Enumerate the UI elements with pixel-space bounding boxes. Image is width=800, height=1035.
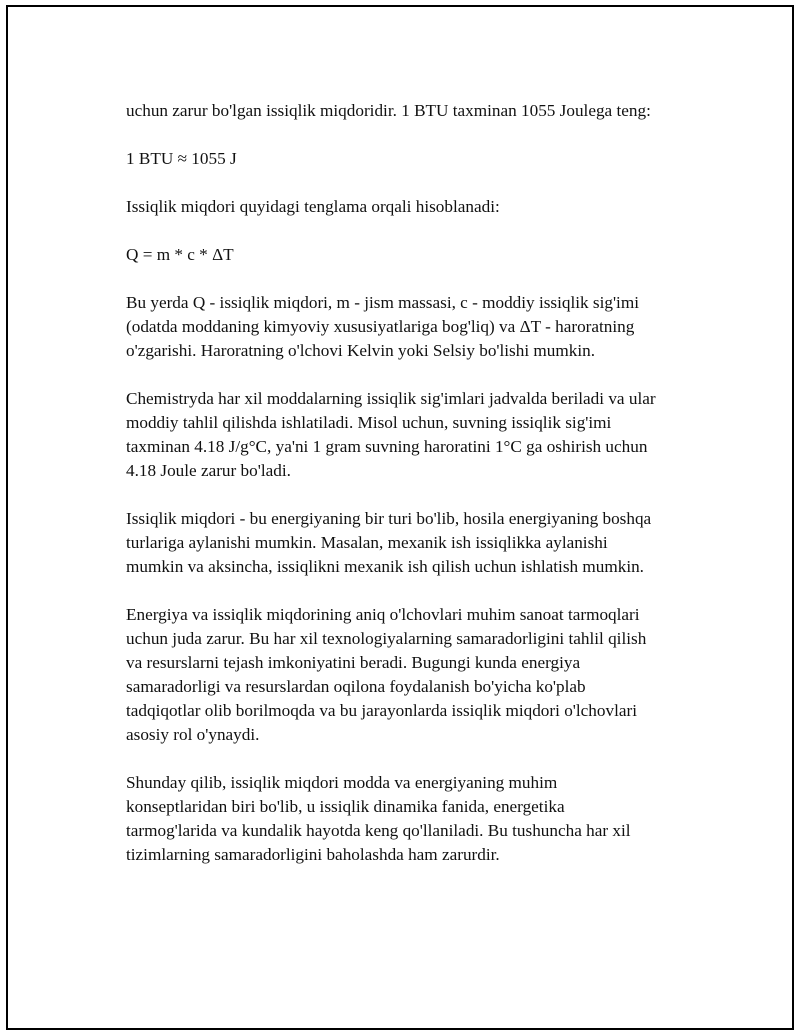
text-line: Issiqlik miqdori - bu energiyaning bir turi bo'lib, hosila energiyaning boshqa bbox=[126, 509, 652, 528]
text-line: Bu yerda Q - issiqlik miqdori, m - jism massasi, c - moddiy issiqlik sig'imi bbox=[126, 293, 639, 312]
text-line: asosiy rol o'ynaydi. bbox=[126, 725, 260, 744]
text-line: Q = m * c * ΔT bbox=[126, 245, 234, 264]
text-line: Issiqlik miqdori quyidagi tenglama orqali hisoblanadi: bbox=[126, 197, 500, 216]
text-line: turlariga aylanishi mumkin. Masalan, mexanik ish issiqlikka aylanishi bbox=[126, 533, 608, 552]
text-line: (odatda moddaning kimyoviy xususiyatlariga bog'liq) va ΔT - haroratning bbox=[126, 317, 635, 336]
paragraph-btu-equation bbox=[126, 147, 706, 171]
paragraph-energy-conversion bbox=[126, 507, 706, 579]
paragraph-formula-intro bbox=[126, 195, 706, 219]
text-line: Chemistryda har xil moddalarning issiqlik sig'imlari jadvalda beriladi va ular bbox=[126, 389, 656, 408]
paragraph-btu-definition bbox=[126, 99, 706, 123]
text-line: va resurslarni tejash imkoniyatini beradi. Bugungi kunda energiya bbox=[126, 653, 581, 672]
text-line: taxminan 4.18 J/g°C, ya'ni 1 gram suvning haroratini 1°C ga oshirish uchun bbox=[126, 437, 648, 456]
paragraph-heat-capacity bbox=[126, 387, 706, 483]
text-line: konseptlaridan biri bo'lib, u issiqlik dinamika fanida, energetika bbox=[126, 797, 565, 816]
text-line: Shunday qilib, issiqlik miqdori modda va energiyaning muhim bbox=[126, 773, 558, 792]
text-line: 1 BTU ≈ 1055 J bbox=[126, 149, 237, 168]
text-line: tadqiqotlar olib borilmoqda va bu jarayonlarda issiqlik miqdori o'lchovlari bbox=[126, 701, 637, 720]
paragraph-heat-formula bbox=[126, 243, 706, 267]
text-line: o'zgarishi. Haroratning o'lchovi Kelvin yoki Selsiy bo'lishi mumkin. bbox=[126, 341, 596, 360]
paragraph-industry-importance bbox=[126, 603, 706, 747]
text-line: uchun zarur bo'lgan issiqlik miqdoridir. 1 BTU taxminan 1055 Joulega teng: bbox=[126, 101, 651, 120]
paragraph-conclusion bbox=[126, 771, 706, 867]
text-line: moddiy tahlil qilishda ishlatiladi. Misol uchun, suvning issiqlik sig'imi bbox=[126, 413, 612, 432]
paragraph-formula-explanation bbox=[126, 291, 706, 363]
text-line: tarmog'larida va kundalik hayotda keng qo'llaniladi. Bu tushuncha har xil bbox=[126, 821, 631, 840]
text-line: mumkin va aksincha, issiqlikni mexanik ish qilish uchun ishlatish mumkin. bbox=[126, 557, 644, 576]
text-line: uchun juda zarur. Bu har xil texnologiyalarning samaradorligini tahlil qilish bbox=[126, 629, 647, 648]
document-body bbox=[126, 99, 706, 891]
text-line: samaradorligi va resurslardan oqilona foydalanish bo'yicha ko'plab bbox=[126, 677, 586, 696]
text-line: 4.18 Joule zarur bo'ladi. bbox=[126, 461, 291, 480]
text-line: Energiya va issiqlik miqdorining aniq o'lchovlari muhim sanoat tarmoqlari bbox=[126, 605, 640, 624]
text-line: tizimlarning samaradorligini baholashda ham zarurdir. bbox=[126, 845, 500, 864]
page-frame bbox=[6, 5, 794, 1030]
